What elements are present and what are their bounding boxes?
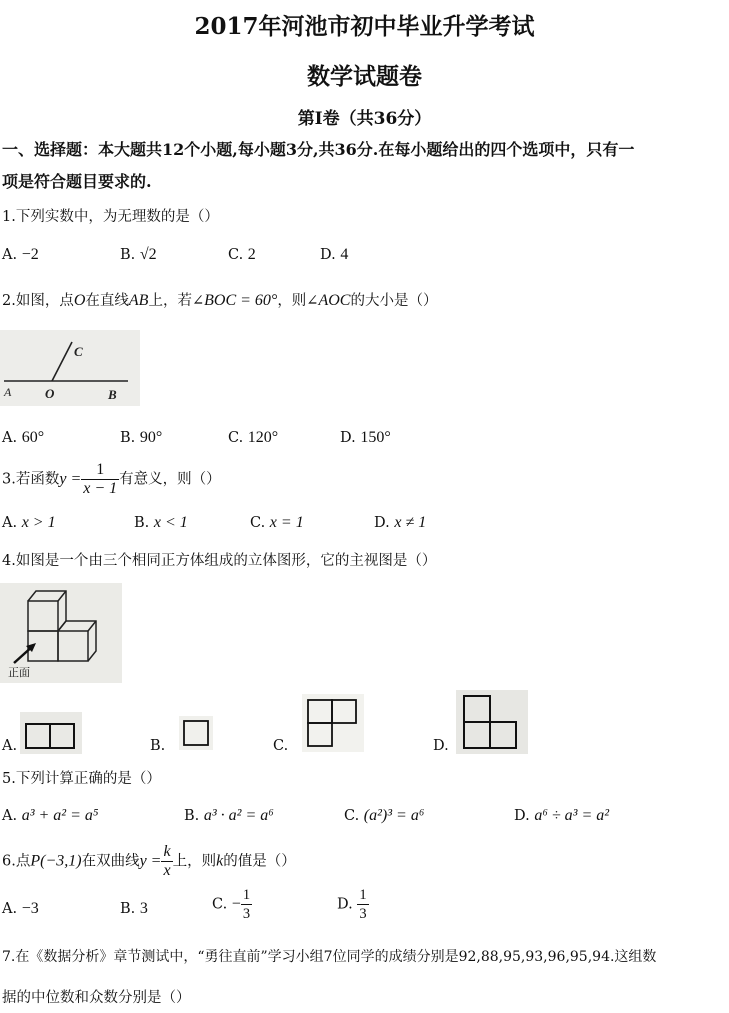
q3-fraction	[81, 461, 119, 498]
option-value: x > 1	[21, 514, 56, 531]
option-letter: C.	[228, 430, 244, 446]
q2-option-a	[2, 429, 44, 447]
exam-title: 2017年河池市初中毕业升学考试	[194, 13, 535, 40]
q5-option-b	[184, 807, 274, 825]
fig-label-c: C	[74, 344, 83, 359]
q2-angle-aoc: AOC	[318, 292, 351, 309]
q6-text: 6.点	[2, 853, 31, 870]
q6-text: 的值是（）	[223, 853, 296, 870]
q3-option-c	[250, 514, 304, 532]
q6-point-p: P(−3,1)	[30, 852, 82, 870]
option-letter: C.	[212, 896, 228, 913]
q6-option-c	[212, 886, 252, 923]
q6-option-b	[120, 900, 148, 918]
option-letter: D.	[340, 430, 356, 446]
option-value: −3	[21, 900, 39, 917]
q2-text: ，则∠	[277, 293, 319, 309]
q2-text: 2.如图，点	[2, 293, 74, 309]
option-letter: D.	[514, 808, 530, 824]
option-letter: C.	[250, 515, 266, 531]
q6-hyperbola-lhs: y =	[139, 852, 162, 870]
option-value: 90°	[139, 429, 163, 446]
q6-text: 上，则	[172, 853, 217, 870]
option-letter: A.	[2, 808, 18, 824]
q3-text: 有意义，则（）	[119, 471, 221, 488]
option-letter: D.	[320, 247, 336, 263]
q4-option-a-letter: A.	[2, 738, 18, 754]
q1-option-d	[320, 246, 348, 264]
q2-text: 的大小是（）	[350, 293, 438, 309]
option-letter: B.	[120, 901, 136, 917]
option-value: 2	[247, 246, 256, 263]
fig-label-a: A	[4, 385, 12, 399]
section-instructions-line2: 项是符合题目要求的.	[2, 172, 152, 191]
q1-option-c	[228, 246, 256, 264]
option-letter: C.	[344, 808, 360, 824]
q2-point-o: O	[73, 292, 86, 309]
q4-option-d-letter: D.	[433, 738, 449, 754]
q2-option-c	[228, 429, 278, 447]
q1-stem: 1.下列实数中，为无理数的是（）	[2, 209, 219, 225]
q6-variable-k: k	[216, 852, 224, 870]
option-value: x = 1	[269, 514, 304, 531]
fig-label-b: B	[108, 387, 117, 402]
section-instructions-line1: 一、选择题：本大题共12个小题,每小题3分,共36分.在每小题给出的四个选项中，只有一	[2, 140, 635, 159]
q1-option-a	[2, 246, 39, 264]
q6-option-d-fraction	[357, 886, 368, 923]
q5-stem: 5.下列计算正确的是（）	[2, 771, 161, 787]
q3-option-d	[374, 514, 426, 532]
q3-option-b	[134, 514, 188, 532]
q3-stem	[2, 461, 221, 498]
option-sign: −	[231, 895, 241, 913]
q7-stem-line2: 据的中位数和众数分别是（）	[2, 990, 191, 1006]
q6-text: 在双曲线	[81, 853, 140, 870]
q2-angle-figure	[0, 330, 140, 406]
fraction-denominator: 3	[242, 906, 251, 922]
option-value: a⁶ ÷ a³ = a²	[534, 807, 610, 824]
q2-stem	[2, 289, 437, 310]
q4-option-a-figure	[20, 712, 82, 754]
option-value: a³ + a² = a⁵	[21, 807, 99, 824]
q6-fraction	[161, 843, 172, 880]
fraction-numerator: 1	[81, 461, 119, 480]
fraction-numerator: k	[163, 843, 171, 860]
option-value: 150°	[360, 429, 391, 446]
option-letter: A.	[2, 247, 18, 263]
q2-line-ab: AB	[128, 292, 149, 309]
option-letter: A.	[2, 430, 18, 446]
option-letter: D.	[374, 515, 390, 531]
fraction-denominator: x	[163, 862, 171, 879]
option-value: 60°	[21, 429, 45, 446]
option-value: x < 1	[153, 514, 188, 531]
option-letter: B.	[120, 247, 136, 263]
option-letter: B.	[184, 808, 200, 824]
q3-function-lhs: y =	[59, 470, 82, 488]
option-letter: A.	[2, 515, 18, 531]
q2-angle-boc: BOC = 60°	[204, 292, 278, 309]
q3-option-a	[2, 514, 56, 532]
q2-text: 上，若∠	[148, 293, 205, 309]
q5-option-a	[2, 807, 98, 825]
q2-text: 在直线	[85, 293, 129, 309]
option-value: a³ · a² = a⁶	[203, 807, 274, 824]
option-value: x ≠ 1	[394, 514, 427, 531]
option-value: √2	[139, 246, 157, 263]
fig-label-o: O	[45, 386, 55, 401]
option-letter: B.	[120, 430, 136, 446]
front-view-label: 正面	[8, 666, 30, 679]
fraction-denominator: x − 1	[83, 480, 118, 497]
q4-option-d-figure	[456, 690, 528, 754]
q7-stem-line1: 7.在《数据分析》章节测试中，“勇往直前”学习小组7位同学的成绩分别是92,88,95,93,96,95,94.这组数	[2, 949, 657, 965]
q1-option-b	[120, 246, 157, 264]
fraction-numerator: 1	[242, 887, 251, 903]
q5-option-d	[514, 807, 609, 825]
q4-option-b-figure	[179, 716, 213, 750]
option-value: 3	[139, 900, 148, 917]
option-value: 120°	[247, 429, 279, 446]
fraction-denominator: 3	[359, 906, 367, 922]
option-letter: D.	[337, 896, 353, 913]
q4-option-c-figure	[302, 694, 364, 752]
option-value: (a²)³ = a⁶	[363, 807, 425, 824]
q4-stem: 4.如图是一个由三个相同正方体组成的立体图形，它的主视图是（）	[2, 553, 437, 569]
q3-text: 3.若函数	[2, 471, 60, 488]
option-value: −2	[21, 246, 39, 263]
option-letter: B.	[134, 515, 150, 531]
paper-subtitle: 数学试题卷	[307, 63, 422, 90]
q4-cube-figure	[0, 583, 122, 683]
q6-option-d	[337, 886, 369, 923]
q6-option-c-fraction	[241, 886, 252, 923]
q4-option-b-letter: B.	[150, 738, 166, 754]
part-heading: 第Ⅰ卷（共36分）	[297, 109, 432, 129]
q4-option-c-letter: C.	[273, 738, 289, 754]
option-letter: A.	[2, 901, 18, 917]
q2-option-b	[120, 429, 162, 447]
q6-option-a	[2, 900, 39, 918]
q2-option-d	[340, 429, 391, 447]
option-letter: C.	[228, 247, 244, 263]
option-value: 4	[340, 246, 349, 263]
q5-option-c	[344, 807, 424, 825]
fraction-numerator: 1	[359, 887, 367, 903]
q6-stem	[2, 843, 296, 880]
